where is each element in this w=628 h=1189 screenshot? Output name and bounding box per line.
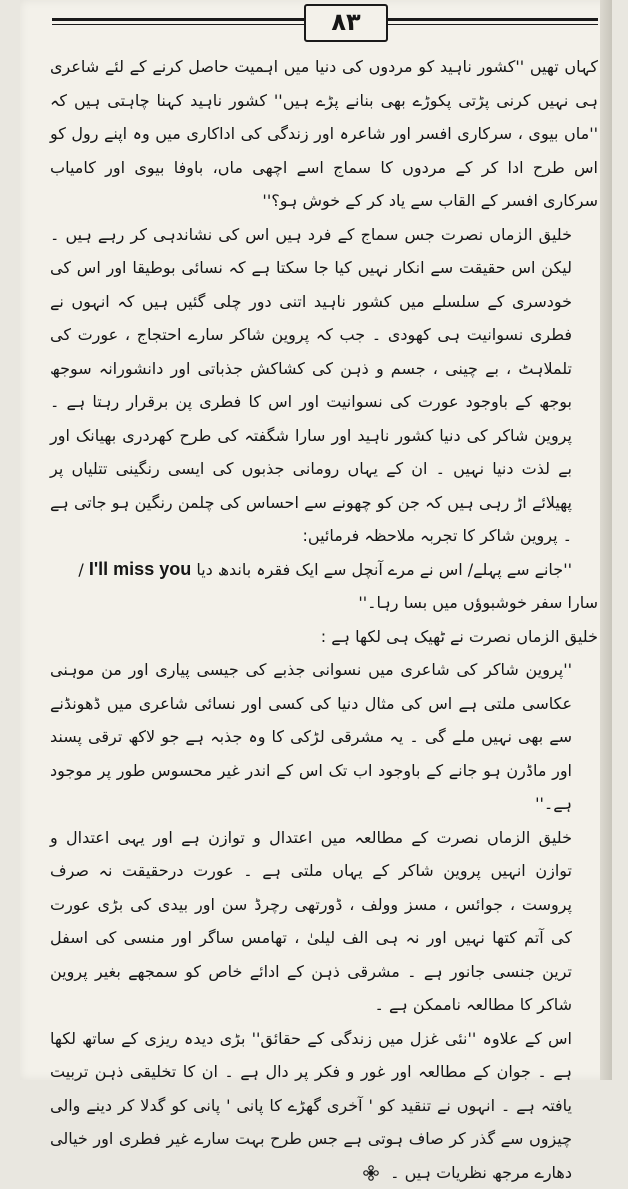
paragraph-4 <box>50 1022 598 1189</box>
poem-line-1-slash: / <box>78 560 83 579</box>
body-text <box>50 50 598 1189</box>
book-page <box>20 0 612 1080</box>
poem-line-1-urdu: ''جانے سے پہلے/ اس نے مرے آنچل سے ایک فقرہ باندھ دیا <box>196 560 572 579</box>
intro-line: خلیق الزماں نصرت نے ٹھیک ہی لکھا ہے : <box>50 620 598 654</box>
end-ornament-icon <box>363 1165 379 1181</box>
header-rule-left <box>52 18 304 21</box>
page-edge <box>600 0 612 1080</box>
poem-line-1-english: I'll miss you <box>89 559 191 579</box>
paragraph-2: خلیق الزماں نصرت جس سماج کے فرد ہیں اس کی نشاندہی کر رہے ہیں ۔لیکن اس حقیقت سے انکار نہیں کیا جا سکتا ہے کہ نسائی بوطیقا اور اس کی خودسری کے سلسلے میں کشور ناہید اتنی دور چلی گئیں ہیں کہ انہوں نے فطری نسوانیت ہی کھودی ۔ جب کہ پروین شاکر سارے احتجاج ، عورت کی تلملاہٹ ، بے چینی ، جسم و ذہن کی کشاکش جذباتی اور دانشورانہ سوجھ بوجھ کے باوجود عورت کی نسوانیت اور اس کا فطری پن برقرار رہتا ہے ۔ پروین شاکر کی دنیا کشور ناہید اور سارا شگفتہ کی طرح کھردری بھیانک اور بے لذت دنیا نہیں ۔ ان کے یہاں رومانی جذبوں کی ایسی رنگینی تتلیاں پر پھیلائے اڑ رہی ہیں کہ جن کو چھونے سے احساس کی چلمن رنگین ہو جاتی ہے ۔ پروین شاکر کا تجربہ ملاحظہ فرمائیں: <box>50 218 598 553</box>
page-number: ۸۳ <box>304 4 388 42</box>
header-rule-right <box>384 18 598 21</box>
poem-line-1 <box>50 553 598 587</box>
paragraph-4-text: اس کے علاوہ ''نئی غزل میں زندگی کے حقائق'' بڑی دیدہ ریزی کے ساتھ لکھا ہے ۔ جوان کے مطالعہ اور غور و فکر پر دال ہے ۔ ان کا تخلیقی ذہن تربیت یافتہ ہے ۔ انہوں نے تنقید کو ' آخری گھڑے کا پانی ' پانی کو گدلا کر دینے والی چیزوں سے گذر کر صاف ہوتی ہے جس طرح بہت سارے غیر فطری اور خیالی دھارے مرجھ نظریات ہیں ۔ <box>50 1029 572 1182</box>
header-rule-right-thin <box>384 24 598 25</box>
header-rule-left-thin <box>52 24 304 25</box>
paragraph-3: خلیق الزماں نصرت کے مطالعہ میں اعتدال و توازن ہے اور یہی اعتدال و توازن انہیں پروین شاکر کے یہاں ملتی ہے ۔ عورت درحقیقت نہ صرف پروست ، جوائس ، مسز وولف ، ڈورتھی رچرڈ سن اور بیدی کی بڑی عورت کی آتم کتھا نہیں اور نہ ہی الف لیلیٰ ، تھامس ساگر اور منسی کی اسفل ترین جنسی جانور ہے ۔ مشرقی ذہن کے ادائے خاص کو سمجھے بغیر پروین شاکر کا مطالعہ ناممکن ہے ۔ <box>50 821 598 1022</box>
poem-line-2: سارا سفر خوشبوؤں میں بسا رہا۔'' <box>50 586 598 620</box>
quote-paragraph: ''پروین شاکر کی شاعری میں نسوانی جذبے کی جیسی پیاری اور من موہنی عکاسی ملتی ہے اس کی مثال دنیا کی کسی اور نسائی شاعری میں ڈھونڈنے سے بھی نہیں ملے گی ۔ یہ مشرقی لڑکی کا وہ جذبہ ہے جو لاکھ ترقی پسند اور ماڈرن ہو جانے کے باوجود اب تک اس کے اندر غیر محسوس طور پر موجود ہے۔'' <box>50 653 598 821</box>
paragraph-1: کہاں تھیں ''کشور ناہید کو مردوں کی دنیا میں اہمیت حاصل کرنے کے لئے شاعری ہی نہیں کرنی پڑتی پکوڑے بھی بنانے پڑے ہیں'' کشور ناہید کہنا چاہتی ہیں کہ ''ماں بیوی ، سرکاری افسر اور شاعرہ اور زندگی کی اداکاری میں وہ اپنے رول کو اس طرح ادا کر کے مردوں کا سماج اسے اچھی ماں، باوفا بیوی اور کامیاب سرکاری افسر کے القاب سے یاد کر کے خوش ہو؟'' <box>50 50 598 218</box>
